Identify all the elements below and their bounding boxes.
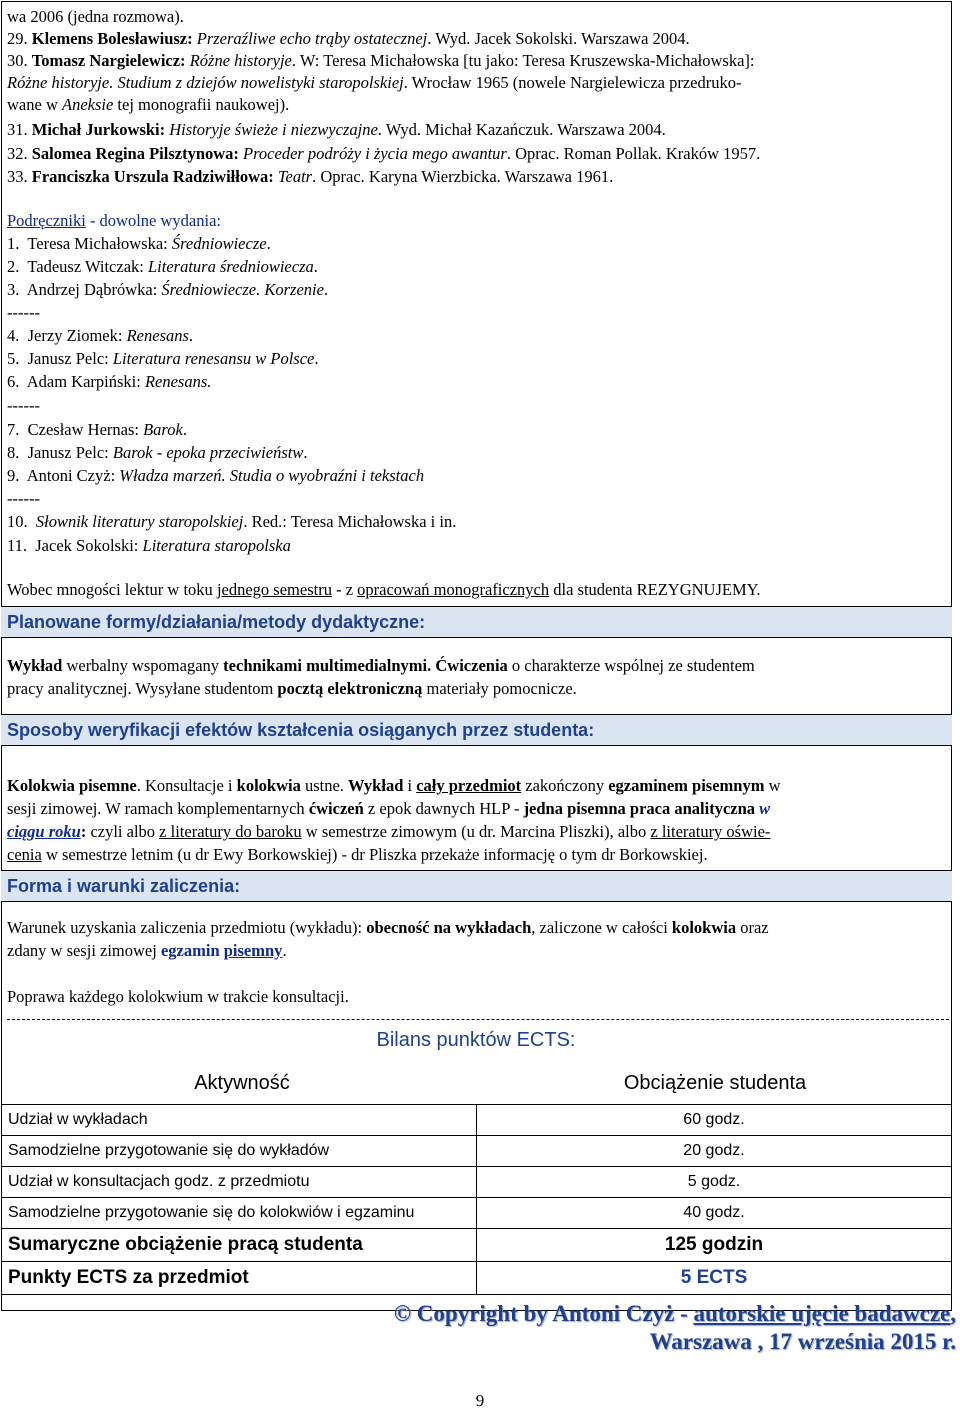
dashed-divider bbox=[7, 1019, 949, 1020]
handbook-tail: . bbox=[188, 326, 194, 345]
section-title: Forma i warunki zaliczenia: bbox=[7, 876, 241, 896]
list-item-31 bbox=[7, 120, 666, 140]
table-row bbox=[2, 1136, 952, 1167]
list-item-author: Michał Jurkowski: bbox=[31, 120, 166, 139]
list-item-30-cont2 bbox=[7, 95, 289, 115]
handbook-author: Teresa Michałowska: bbox=[27, 234, 172, 253]
handbooks-header-rest: - dowolne wydania: bbox=[85, 211, 221, 230]
ects-activity-cell: Samodzielne przygotowanie się do wykładów bbox=[2, 1136, 477, 1167]
verification-emphasis: w bbox=[755, 799, 771, 818]
planned-text: werbalny wspomagany bbox=[62, 656, 224, 675]
verification-text: w semestrze zimowym (u dr. Marcina Pliszki), albo bbox=[301, 822, 651, 841]
verification-emphasis: jedna pisemna praca analityczna bbox=[523, 799, 756, 818]
verification-emphasis: Kolokwia pisemne bbox=[7, 776, 137, 795]
handbooks-link[interactable]: Podręczniki bbox=[7, 211, 86, 230]
handbook-author: Tadeusz Witczak: bbox=[27, 257, 148, 276]
list-item-32 bbox=[7, 144, 760, 164]
handbook-author: Andrzej Dąbrówka: bbox=[26, 280, 162, 299]
handbook-number: 3. bbox=[7, 280, 20, 299]
list-item-author: Tomasz Nargielewicz: bbox=[31, 51, 186, 70]
planned-emphasis: technikami multimedialnymi. bbox=[223, 656, 432, 675]
table-row bbox=[2, 1198, 952, 1229]
handbook-author: Antoni Czyż: bbox=[26, 466, 120, 485]
handbook-tail: . bbox=[182, 420, 187, 439]
handbook-author: Janusz Pelc: bbox=[27, 349, 113, 368]
list-item-details: tej monografii naukowej). bbox=[113, 95, 290, 114]
list-item-author: Franciszka Urszula Radziwiłłowa: bbox=[31, 167, 274, 186]
conditions-emphasis: pisemny bbox=[223, 941, 283, 960]
handbook-title: Średniowiecze. Korzenie bbox=[161, 280, 324, 299]
ects-activity-cell: Samodzielne przygotowanie się do kolokwiów i egzaminu bbox=[2, 1198, 477, 1229]
handbook-number: 8. bbox=[7, 443, 20, 462]
list-item-title: Teatr bbox=[277, 167, 313, 186]
list-item-29 bbox=[7, 29, 690, 49]
handbook-item-7 bbox=[7, 420, 187, 440]
conditions-emphasis: kolokwia bbox=[671, 918, 737, 937]
handbook-separator: ------ bbox=[7, 489, 40, 508]
notice-text: dla studenta REZYGNUJEMY. bbox=[549, 580, 761, 599]
notice-text: - z bbox=[331, 580, 358, 599]
verification-emphasis: : bbox=[80, 822, 87, 841]
section-title: Planowane formy/działania/metody dydaktyczne: bbox=[7, 612, 426, 632]
copyright-line2: Warszawa , 17 września 2015 r. bbox=[649, 1329, 956, 1354]
ects-sum-value: 125 godzin bbox=[477, 1229, 952, 1262]
list-item-number: 31. bbox=[7, 120, 28, 139]
list-item-title: Różne historyje bbox=[189, 51, 292, 70]
list-item-33 bbox=[7, 167, 613, 187]
handbook-author: Adam Karpiński: bbox=[26, 372, 145, 391]
handbook-title: Literatura staropolska bbox=[142, 536, 291, 555]
ects-activity-cell: Udział w wykładach bbox=[2, 1105, 477, 1136]
ects-load-cell: 40 godz. bbox=[477, 1198, 952, 1229]
ects-sum-label: Sumaryczne obciążenie pracą studenta bbox=[2, 1229, 477, 1262]
copyright-text: © Copyright by Antoni Czyż - bbox=[393, 1301, 694, 1326]
handbook-author: Jacek Sokolski: bbox=[35, 536, 143, 555]
handbook-title: Barok bbox=[143, 420, 183, 439]
verification-text: czyli albo bbox=[86, 822, 160, 841]
planned-text-line1 bbox=[7, 656, 755, 676]
conditions-line2 bbox=[7, 941, 287, 961]
list-item-title: Różne historyje. Studium z dziejów nowelistyki staropolskiej bbox=[7, 73, 404, 92]
verification-text: zakończony bbox=[521, 776, 609, 795]
conditions-emphasis: egzamin bbox=[160, 941, 220, 960]
handbook-item-4 bbox=[7, 326, 193, 346]
verification-line4 bbox=[7, 845, 708, 865]
list-item-details: . Wyd. Michał Kazańczuk. Warszawa 2004. bbox=[377, 120, 666, 139]
list-item-details: wane w bbox=[7, 95, 62, 114]
handbook-author: Janusz Pelc: bbox=[27, 443, 113, 462]
planned-emphasis: Wykład bbox=[7, 656, 63, 675]
copyright-link[interactable]: autorskie ujęcie badawcze bbox=[693, 1301, 951, 1326]
list-item-30 bbox=[7, 51, 755, 71]
copyright-text: , bbox=[950, 1301, 956, 1326]
verification-text: ustne. bbox=[300, 776, 349, 795]
handbook-tail: . bbox=[266, 234, 271, 253]
handbook-number: 10. bbox=[7, 512, 28, 531]
handbook-item-5 bbox=[7, 349, 319, 369]
list-item-title: Aneksie bbox=[61, 95, 114, 114]
handbook-number: 11. bbox=[7, 536, 28, 555]
ects-load-cell: 20 godz. bbox=[477, 1136, 952, 1167]
handbook-tail: . bbox=[314, 349, 319, 368]
section-title: Sposoby weryfikacji efektów kształcenia osiąganych przez studenta: bbox=[7, 720, 595, 740]
planned-text-line2 bbox=[7, 679, 577, 699]
handbook-item-3 bbox=[7, 280, 328, 300]
handbook-title: Renesans. bbox=[144, 372, 212, 391]
handbook-number: 1. bbox=[7, 234, 20, 253]
verification-text: w semestrze letnim (u dr Ewy Borkowskiej) - dr Pliszka przekaże informację o tym dr Borkowskiej. bbox=[41, 845, 708, 864]
handbook-tail: . Red.: Teresa Michałowska i in. bbox=[243, 512, 457, 531]
handbook-title: Średniowiecze bbox=[171, 234, 267, 253]
conditions-emphasis: obecność na wykładach bbox=[366, 918, 532, 937]
verification-emphasis: ciągu roku bbox=[7, 822, 81, 841]
handbook-item-10 bbox=[7, 512, 456, 532]
planned-text: materiały pomocnicze. bbox=[422, 679, 577, 698]
list-item-details: . Oprac. Karyna Wierzbicka. Warszawa 1961. bbox=[312, 167, 614, 186]
verification-emphasis: cenia bbox=[7, 845, 42, 864]
conditions-line3: Poprawa każdego kolokwium w trakcie konsultacji. bbox=[7, 987, 349, 1006]
list-item-details: . Wrocław 1965 (nowele Nargielewicza przedruko- bbox=[403, 73, 742, 92]
conditions-text: Warunek uzyskania zaliczenia przedmiotu (wykładu): bbox=[7, 918, 367, 937]
verification-line1 bbox=[7, 776, 781, 796]
list-item-number: 30. bbox=[7, 51, 28, 70]
handbook-title: Władza marzeń. Studia o wyobraźni i tekstach bbox=[119, 466, 425, 485]
handbook-number: 9. bbox=[7, 466, 20, 485]
verification-emphasis: cały przedmiot bbox=[416, 776, 522, 795]
conditions-line1 bbox=[7, 918, 769, 938]
planned-emphasis: Ćwiczenia bbox=[435, 656, 508, 675]
copyright-line1 bbox=[394, 1301, 956, 1327]
verification-text: w bbox=[764, 776, 781, 795]
table-row bbox=[2, 1105, 952, 1136]
ects-activity-cell: Udział w konsultacjach godz. z przedmiotu bbox=[2, 1167, 477, 1198]
handbook-author: Jerzy Ziomek: bbox=[27, 326, 127, 345]
verification-emphasis: kolokwia bbox=[236, 776, 301, 795]
conditions-text: . bbox=[282, 941, 287, 960]
handbook-item-9 bbox=[7, 466, 424, 486]
list-item-30-cont bbox=[7, 73, 742, 93]
handbook-tail: . bbox=[313, 257, 318, 276]
verification-emphasis: egzaminem pisemnym bbox=[608, 776, 765, 795]
conditions-text: zdany w sesji zimowej bbox=[7, 941, 161, 960]
verification-line2 bbox=[7, 799, 770, 819]
verification-text: sesji zimowej. W ramach komplementarnych bbox=[7, 799, 309, 818]
handbook-number: 7. bbox=[7, 420, 20, 439]
conditions-text: , zaliczone w całości bbox=[531, 918, 672, 937]
handbook-item-8 bbox=[7, 443, 307, 463]
verification-line3 bbox=[7, 822, 770, 842]
handbook-item-2 bbox=[7, 257, 318, 277]
notice-text: Wobec mnogości lektur w toku bbox=[7, 580, 217, 599]
handbook-author: Czesław Hernas: bbox=[27, 420, 144, 439]
verification-emphasis: ćwiczeń bbox=[308, 799, 364, 818]
list-item-title: Historyje świeże i niezwyczajne bbox=[169, 120, 378, 139]
list-item-details: . Oprac. Roman Pollak. Kraków 1957. bbox=[506, 144, 761, 163]
handbook-item-6 bbox=[7, 372, 211, 392]
planned-text: pracy analitycznej. Wysyłane studentom bbox=[7, 679, 278, 698]
ects-title: Bilans punktów ECTS: bbox=[376, 1029, 576, 1051]
table-row-sum bbox=[2, 1229, 952, 1262]
list-item-text: wa 2006 (jedna rozmowa). bbox=[7, 7, 184, 26]
verification-emphasis: z literatury do baroku bbox=[159, 822, 302, 841]
notice-emphasis: jednego semestru bbox=[216, 580, 332, 599]
handbook-item-1 bbox=[7, 234, 271, 254]
list-item-number: 32. bbox=[7, 144, 28, 163]
table-row bbox=[2, 1167, 952, 1198]
notice-line bbox=[7, 580, 761, 600]
handbook-item-11 bbox=[7, 536, 291, 556]
handbook-separator: ------ bbox=[7, 396, 40, 415]
list-item-details: . W: Teresa Michałowska [tu jako: Teresa Kruszewska-Michałowska]: bbox=[291, 51, 755, 70]
handbook-separator: ------ bbox=[7, 303, 40, 322]
verification-emphasis: z literatury oświe- bbox=[650, 822, 771, 841]
notice-emphasis: opracowań monograficznych bbox=[357, 580, 550, 599]
list-item-number: 29. bbox=[7, 29, 28, 48]
handbook-title: Literatura średniowiecza bbox=[147, 257, 314, 276]
handbook-number: 4. bbox=[7, 326, 20, 345]
handbook-title: Renesans bbox=[126, 326, 189, 345]
ects-col-load: Obciążenie studenta bbox=[623, 1072, 807, 1094]
handbook-tail: . bbox=[303, 443, 308, 462]
list-item-title: Przeraźliwe echo trąby ostatecznej bbox=[196, 29, 428, 48]
list-item-author: Salomea Regina Pilsztynowa: bbox=[31, 144, 239, 163]
handbook-title: Słownik literatury staropolskiej bbox=[35, 512, 244, 531]
handbook-title: Literatura renesansu w Polsce bbox=[112, 349, 315, 368]
list-item-number: 33. bbox=[7, 167, 28, 186]
planned-text: o charakterze wspólnej ze studentem bbox=[507, 656, 755, 675]
handbook-title: Barok - epoka przeciwieństw bbox=[112, 443, 304, 462]
planned-emphasis: pocztą elektroniczną bbox=[277, 679, 423, 698]
verification-text: z epok dawnych HLP - bbox=[363, 799, 524, 818]
handbook-number: 6. bbox=[7, 372, 20, 391]
ects-table bbox=[1, 1104, 952, 1295]
conditions-text: oraz bbox=[736, 918, 769, 937]
handbook-number: 2. bbox=[7, 257, 20, 276]
list-item-author: Klemens Bolesławiusz: bbox=[31, 29, 193, 48]
verification-emphasis: Wykład bbox=[348, 776, 404, 795]
ects-load-cell: 60 godz. bbox=[477, 1105, 952, 1136]
handbook-tail: . bbox=[323, 280, 329, 299]
section-header-verification bbox=[1, 714, 952, 746]
ects-load-cell: 5 godz. bbox=[477, 1167, 952, 1198]
list-item-title: Proceder podróży i życia mego awantur bbox=[243, 144, 507, 163]
section-header-conditions bbox=[1, 870, 952, 902]
ects-col-activity: Aktywność bbox=[194, 1072, 290, 1094]
section-header-planned bbox=[1, 606, 952, 638]
table-row-points bbox=[2, 1262, 952, 1295]
list-item-details: . Wyd. Jacek Sokolski. Warszawa 2004. bbox=[427, 29, 690, 48]
list-item-continuation bbox=[7, 7, 184, 27]
handbooks-header bbox=[7, 211, 221, 231]
verification-text: . Konsultacje i bbox=[136, 776, 237, 795]
ects-points-value: 5 ECTS bbox=[477, 1262, 952, 1295]
handbook-number: 5. bbox=[7, 349, 20, 368]
page-number: 9 bbox=[475, 1391, 485, 1410]
ects-points-label: Punkty ECTS za przedmiot bbox=[2, 1262, 477, 1295]
verification-text: i bbox=[403, 776, 417, 795]
